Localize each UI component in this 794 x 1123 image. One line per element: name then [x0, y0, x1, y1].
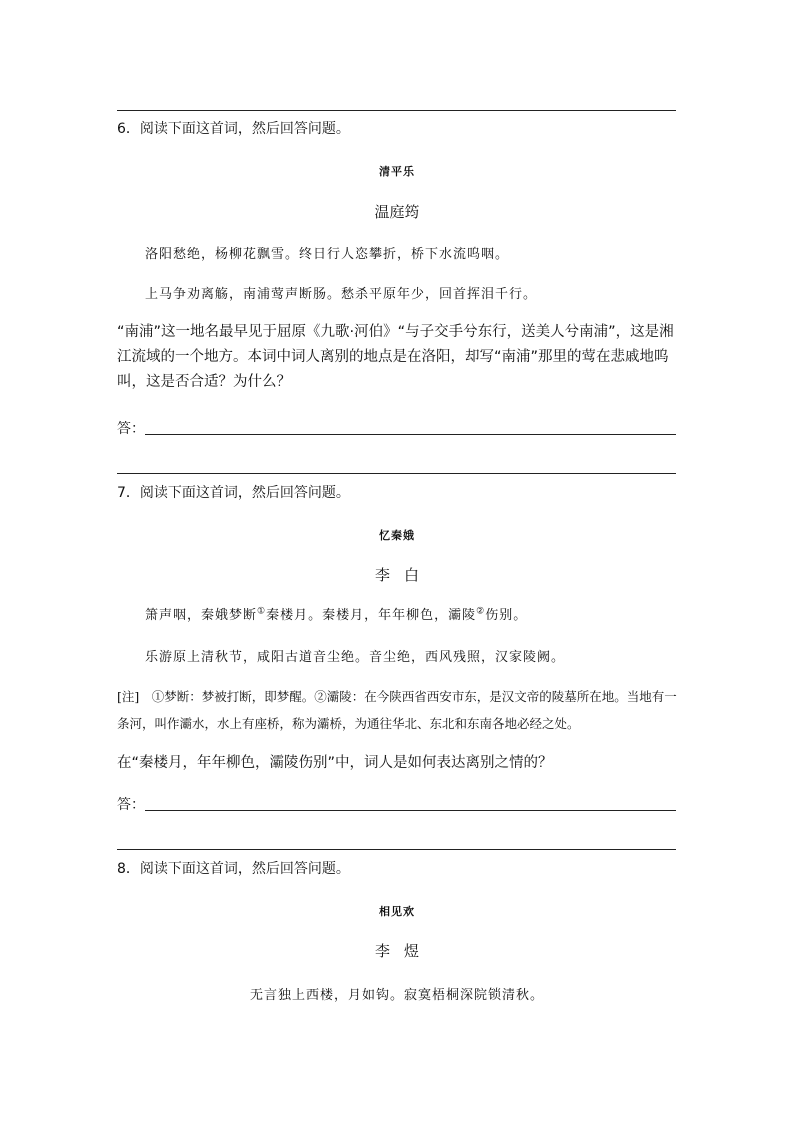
divider: [117, 473, 676, 474]
poem-title-yiqine: 忆秦娥: [379, 529, 415, 542]
answer-label: 答：: [117, 421, 145, 437]
answer-label: 答：: [117, 797, 145, 813]
poem-line-2: 乐游原上清秋节，咸阳古道音尘绝。音尘绝，西风残照，汉家陵阙。: [145, 650, 566, 665]
poem-line-1: 无言独上西楼，月如钩。寂寞梧桐深院锁清秋。: [249, 988, 544, 1003]
poem-title-xiangjianhuan: 相见欢: [379, 905, 415, 918]
verse-part: 箫声咽，秦娥梦断: [145, 608, 258, 623]
verse-part: 伤别。: [485, 608, 528, 623]
poet-li-bai: 李白: [374, 566, 433, 584]
poet-li-yu: 李煜: [374, 942, 433, 960]
poem-line-1: 洛阳愁绝，杨柳花飘雪。终日行人恣攀折，桥下水流呜咽。: [145, 247, 510, 262]
question-6-prompt: 6．阅读下面这首词，然后回答问题。: [117, 121, 350, 137]
poet-wen-tingyun: 温庭筠: [374, 203, 420, 221]
verse-part: 秦楼月。秦楼月，年年柳色，灞陵: [266, 608, 477, 623]
answer-7-line[interactable]: [117, 794, 676, 814]
question-7-text: 在“秦楼月，年年柳色，灞陵伤别”中，词人是如何表达离别之情的？: [117, 755, 553, 771]
note-marker-1: ①: [257, 606, 267, 617]
answer-6-line[interactable]: [117, 418, 676, 438]
question-8-prompt: 8．阅读下面这首词，然后回答问题。: [117, 861, 350, 877]
answer-underline: [145, 434, 676, 435]
poem-line-2: 上马争劝离觞，南浦莺声断肠。愁杀平原年少，回首挥泪千行。: [145, 287, 538, 302]
divider: [117, 849, 676, 850]
question-6-text: “南浦”这一地名最早见于屈原《九歌·河伯》“与子交手兮东行，送美人兮南浦”，这是湘江流域的一个地方。本词中词人离别的地点是在洛阳，却写“南浦”那里的莺在悲戚地呜叫，这是否合适？为什么？: [117, 324, 674, 390]
top-divider: [117, 110, 676, 111]
note-marker-2: ②: [476, 606, 486, 617]
poem-title-qingpingle: 清平乐: [379, 165, 415, 178]
question-7-prompt: 7．阅读下面这首词，然后回答问题。: [117, 485, 350, 501]
footnote: [注] ①梦断：梦被打断，即梦醒。②灞陵：在今陕西省西安市东，是汉文帝的陵墓所在地。当地有一条河，叫作灞水，水上有座桥，称为灞桥，为通往华北、东北和东南各地必经之处。: [117, 689, 677, 731]
answer-underline: [145, 810, 676, 811]
poem-line-1: [145, 604, 527, 623]
